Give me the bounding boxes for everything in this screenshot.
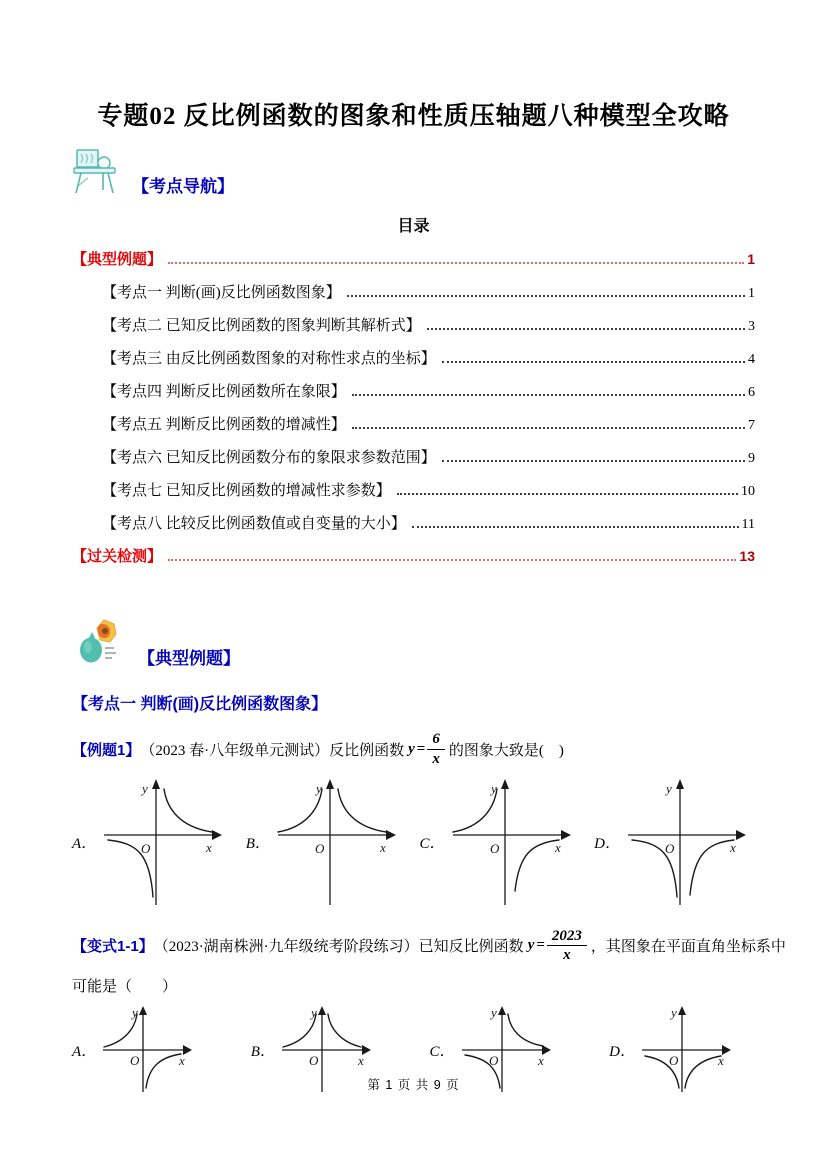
- curve-branch-q4: [690, 840, 734, 895]
- toc-entry-label: 【考点八 比较反比例函数值或自变量的大小】: [102, 516, 406, 532]
- origin-label: O: [664, 840, 675, 856]
- dotted-leader: [168, 559, 736, 561]
- dotted-leader: [352, 394, 745, 396]
- toc-entry[interactable]: [72, 512, 755, 545]
- variant1-text-after: ，其图象在平面直角坐标系中: [590, 939, 786, 956]
- toc-entry-label: 【考点五 判断反比例函数的增减性】: [102, 417, 346, 433]
- example1-tag: 【例题1】: [72, 741, 141, 759]
- option-label: A．: [72, 836, 97, 852]
- dotted-leader: [397, 493, 738, 495]
- toc-entry-label: 【过关检测】: [72, 548, 163, 565]
- example1-options: [72, 777, 747, 909]
- y-axis-label: y: [490, 1005, 497, 1020]
- toc-page-number: 9: [748, 451, 755, 466]
- y-axis-label: y: [665, 780, 672, 796]
- fraction-numerator: 2023: [547, 927, 587, 947]
- toc-entry[interactable]: [72, 281, 755, 314]
- y-arrowhead: [326, 779, 334, 789]
- toc-entry[interactable]: [72, 545, 755, 578]
- origin-label: O: [668, 1053, 679, 1068]
- dotted-leader: [347, 295, 745, 297]
- easel-desk-icon: [72, 146, 118, 201]
- x-axis-label: x: [179, 1053, 185, 1068]
- y-axis-label: y: [310, 1005, 317, 1020]
- fraction-denominator: x: [563, 947, 571, 964]
- toc-entry-label: 【考点二 已知反比例函数的图象判断其解析式】: [102, 318, 421, 334]
- formula-equals: =: [416, 740, 426, 757]
- examples-section-header: [78, 618, 827, 673]
- curve-branch-q1: [328, 1014, 361, 1047]
- formula-equals: =: [536, 937, 545, 954]
- x-axis-label: x: [717, 1053, 724, 1068]
- formula-variable: y: [527, 937, 535, 954]
- y-arrowhead: [139, 1006, 147, 1015]
- y-arrowhead: [152, 779, 160, 789]
- origin-label: O: [130, 1053, 140, 1068]
- toc-entry[interactable]: [72, 380, 755, 413]
- x-axis-label: x: [357, 1053, 364, 1068]
- origin-label: O: [141, 840, 151, 856]
- dotted-leader: [412, 526, 739, 528]
- toc-entry-label: 【典型例题】: [72, 251, 163, 268]
- toc-entry[interactable]: [72, 347, 755, 380]
- option-label: D．: [609, 1043, 635, 1060]
- formula-variable: y: [408, 740, 415, 757]
- x-axis-label: x: [379, 839, 386, 855]
- toc-entry[interactable]: [72, 314, 755, 347]
- y-arrowhead: [501, 779, 509, 789]
- nav-heading: 【考点导航】: [132, 177, 234, 196]
- example1-formula: [408, 730, 445, 769]
- toc-entry[interactable]: [72, 413, 755, 446]
- toc-page-number: 4: [748, 352, 755, 367]
- option-C[interactable]: [420, 777, 572, 909]
- graph-curves-quadrants-3-4: [622, 777, 747, 909]
- option-label: B．: [250, 1043, 275, 1060]
- toc-page-number: 1: [747, 251, 755, 267]
- dotted-leader: [442, 460, 745, 462]
- toc-page-number: 13: [739, 548, 755, 564]
- dotted-leader: [427, 328, 745, 330]
- y-axis-label: y: [132, 1005, 138, 1020]
- x-arrowhead: [736, 830, 746, 840]
- hyperbola-branch-q1: [164, 789, 212, 832]
- toc-entry-label: 【考点四 判断反比例函数所在象限】: [102, 384, 346, 400]
- nav-section-header: [72, 146, 827, 201]
- x-axis-label: x: [729, 839, 736, 855]
- formula-fraction: [547, 927, 587, 966]
- option-D[interactable]: [594, 777, 747, 909]
- toc-entry-label: 【考点三 由反比例函数图象的对称性求点的坐标】: [102, 351, 436, 367]
- toc-page-number: 11: [741, 517, 755, 532]
- origin-label: O: [488, 1053, 498, 1068]
- toc-entry-label: 【考点七 已知反比例函数的增减性求参数】: [102, 483, 391, 499]
- variant1-formula: [528, 927, 587, 966]
- toc-title: 目录: [397, 218, 430, 235]
- toc-page-number: 7: [748, 418, 755, 433]
- option-B[interactable]: [246, 777, 397, 909]
- toc-entry[interactable]: [72, 479, 755, 512]
- toc-entry[interactable]: [72, 248, 755, 281]
- x-arrowhead: [561, 830, 571, 840]
- x-arrowhead: [386, 830, 396, 840]
- dotted-leader: [442, 361, 745, 363]
- option-label: A．: [72, 1043, 97, 1060]
- x-axis-label: x: [537, 1053, 544, 1068]
- option-label: C．: [429, 1043, 455, 1060]
- y-arrowhead: [676, 779, 684, 789]
- option-A[interactable]: [72, 777, 223, 909]
- y-axis-label: y: [142, 780, 148, 796]
- option-label: C．: [419, 836, 445, 852]
- example1-stem: [72, 730, 767, 769]
- toc-entry-label: 【考点六 已知反比例函数分布的象限求参数范围】: [102, 450, 436, 466]
- example1-text-before: （2023 春·八年级单元测试）反比例函数: [140, 742, 405, 759]
- toc-page-number: 10: [741, 484, 755, 499]
- y-axis-label: y: [315, 780, 322, 796]
- fraction-numerator: 6: [427, 730, 445, 750]
- option-label: D．: [594, 836, 620, 852]
- page-title: 专题02 反比例函数的图象和性质压轴题八种模型全攻略: [97, 103, 730, 130]
- variant1-tag: 【变式1-1】: [72, 938, 154, 956]
- toc-page-number: 1: [748, 286, 755, 301]
- y-axis-label: y: [490, 780, 497, 796]
- fraction-denominator: x: [432, 750, 440, 767]
- origin-label: O: [489, 840, 499, 856]
- examples-heading: 【典型例题】: [138, 649, 240, 668]
- dotted-leader: [352, 427, 745, 429]
- y-arrowhead: [498, 1006, 506, 1015]
- variant1-stem: [72, 927, 786, 966]
- variant1-text-before: （2023·湖南株洲·九年级统考阶段练习）已知反比例函数: [153, 939, 524, 956]
- graph-curves-quadrants-1-2: [272, 777, 397, 909]
- x-axis-label: x: [554, 839, 561, 855]
- vase-flower-icon: [78, 618, 124, 673]
- y-arrowhead: [678, 1006, 686, 1015]
- hyperbola-branch-q4: [515, 840, 559, 891]
- toc-entry[interactable]: [72, 446, 755, 479]
- x-arrowhead: [212, 830, 222, 840]
- table-of-contents: [72, 248, 755, 578]
- origin-label: O: [308, 1053, 319, 1068]
- example1-text-after: 的图象大致是( ): [448, 742, 564, 759]
- y-axis-label: y: [670, 1005, 677, 1020]
- variant1-stem-line2: 可能是（ ）: [72, 979, 178, 995]
- x-axis-label: x: [206, 839, 212, 855]
- y-arrowhead: [318, 1006, 326, 1015]
- toc-page-number: 3: [748, 319, 755, 334]
- graph-hyperbola-quadrants-2-4: [447, 777, 572, 909]
- page-footer: 第 1 页 共 9 页: [367, 1078, 460, 1092]
- curve-branch-q1: [338, 789, 386, 832]
- option-label: B．: [245, 836, 270, 852]
- kaodian-one-heading: 【考点一 判断(画)反比例函数图象】: [72, 696, 328, 713]
- toc-entry-label: 【考点一 判断(画)反比例函数图象】: [102, 285, 341, 301]
- hyperbola-branch-q1: [508, 1014, 543, 1046]
- dotted-leader: [168, 262, 744, 264]
- toc-page-number: 6: [748, 385, 755, 400]
- origin-label: O: [314, 840, 325, 856]
- formula-fraction: [427, 730, 445, 769]
- graph-hyperbola-quadrants-1-3: [98, 777, 223, 909]
